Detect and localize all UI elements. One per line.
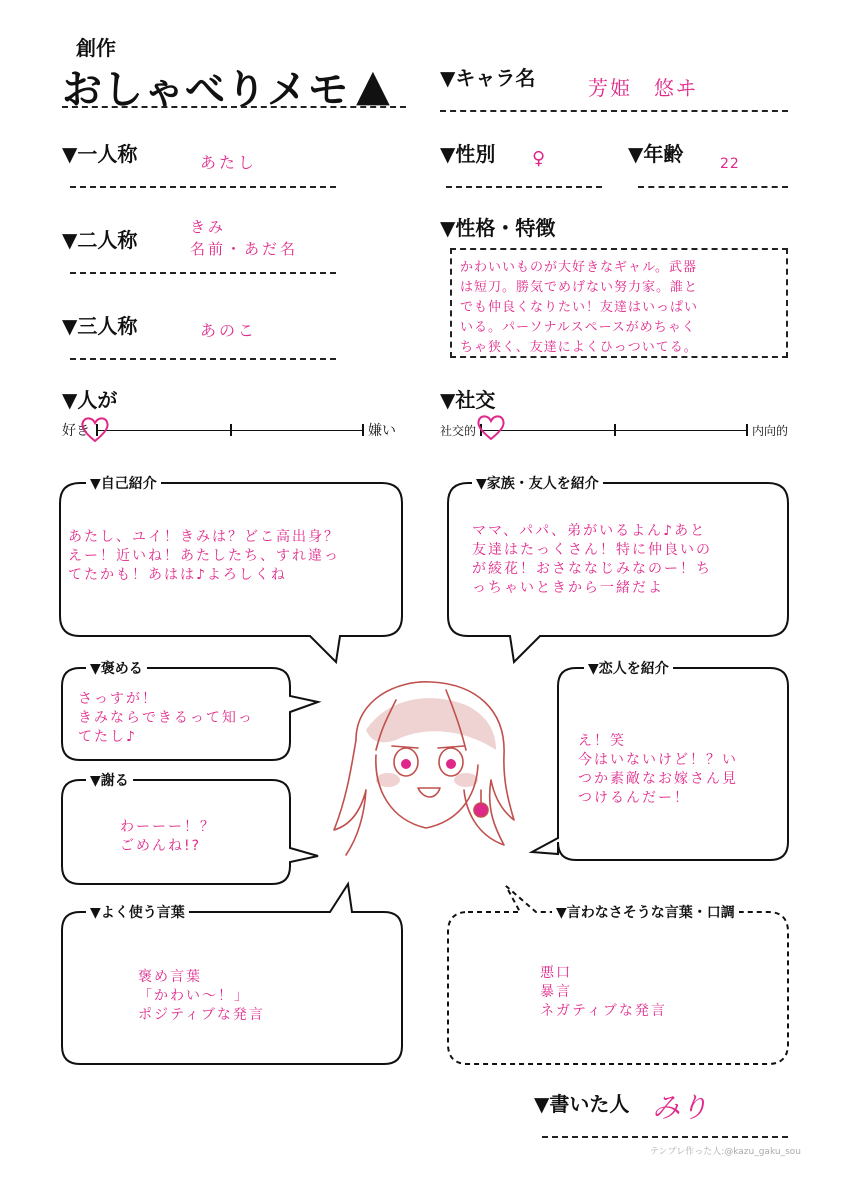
social-scale-right: 内向的 [752,424,789,438]
gender-value: ♀ [532,148,546,169]
template-credit: テンプレ作った人:@kazu_gaku_sou [650,1147,801,1157]
second-person-value-2: 名前・あだ名 [190,240,299,258]
apologize-text: わーーー！？ ごめんね!? [120,819,216,854]
social-scale-left: 社交的 [440,424,477,438]
common-words-text: 褒め言葉 「かわい〜！」 ポジティブな発言 [138,969,265,1023]
chara-name-label: ▼キャラ名 [440,66,536,90]
gender-label: ▼性別 [440,142,496,166]
age-label: ▼年齢 [628,142,684,166]
chara-name-value: 芳姫 悠ヰ [588,76,698,100]
lover-text: え！笑 今はいないけど！？い つか素敵なお嫁さん見 つけるんだー！ [578,733,738,806]
age-value: 22 [720,156,740,172]
author-value: みり [652,1091,709,1124]
family-text: ママ、パパ、弟がいるよん♪あと 友達はたっくさん！特に仲良いの が綾花！おさななじみなのー！ち っちゃいときから一緒だよ [472,523,712,596]
social-scale-label: ▼社交 [440,388,496,412]
praise-label: ▼褒める [86,658,147,678]
personality-value: かわいいものが大好きなギャル。武器 は短刀。勝気でめげない努力家。誰と でも仲良くなりたい！友達はいっぱい いる。パーソナルスペースがめちゃく ちゃ狭く、友達によくひっついてる。 [460,260,699,355]
apologize-label: ▼謝る [86,770,133,790]
never-words-label: ▼言わなさそうな言葉・口調 [552,902,739,922]
author-label: ▼書いた人 [534,1092,630,1116]
personality-label: ▼性格・特徴 [440,216,556,240]
page-title: おしゃべりメモ [62,67,349,113]
third-person-label: ▼三人称 [62,314,138,338]
small-title: 創作 [76,36,116,60]
family-label: ▼家族・友人を紹介 [472,473,603,493]
people-scale-right: 嫌い [368,423,396,439]
second-person-label: ▼二人称 [62,228,138,252]
lover-label: ▼恋人を紹介 [584,658,673,678]
second-person-value-1: きみ [190,218,227,236]
intro-text: あたし、ユイ！きみは？どこ高出身？ えー！近いね！あたしたち、すれ違っ てたかも！あはは♪よろしくね [68,529,340,583]
common-words-label: ▼よく使う言葉 [86,902,189,922]
people-scale-left: 好き [62,423,90,439]
character-sketch [326,670,526,870]
people-scale-label: ▼人が [62,388,118,412]
never-words-text: 悪口 暴言 ネガティブな発言 [540,965,667,1019]
first-person-value: あたし [200,153,258,172]
praise-text: さっすが！ きみならできるって知っ てたし♪ [78,691,254,745]
third-person-value: あのこ [200,321,258,340]
triangle-icon: ▲ [356,60,390,111]
intro-label: ▼自己紹介 [86,473,161,493]
first-person-label: ▼一人称 [62,142,138,166]
